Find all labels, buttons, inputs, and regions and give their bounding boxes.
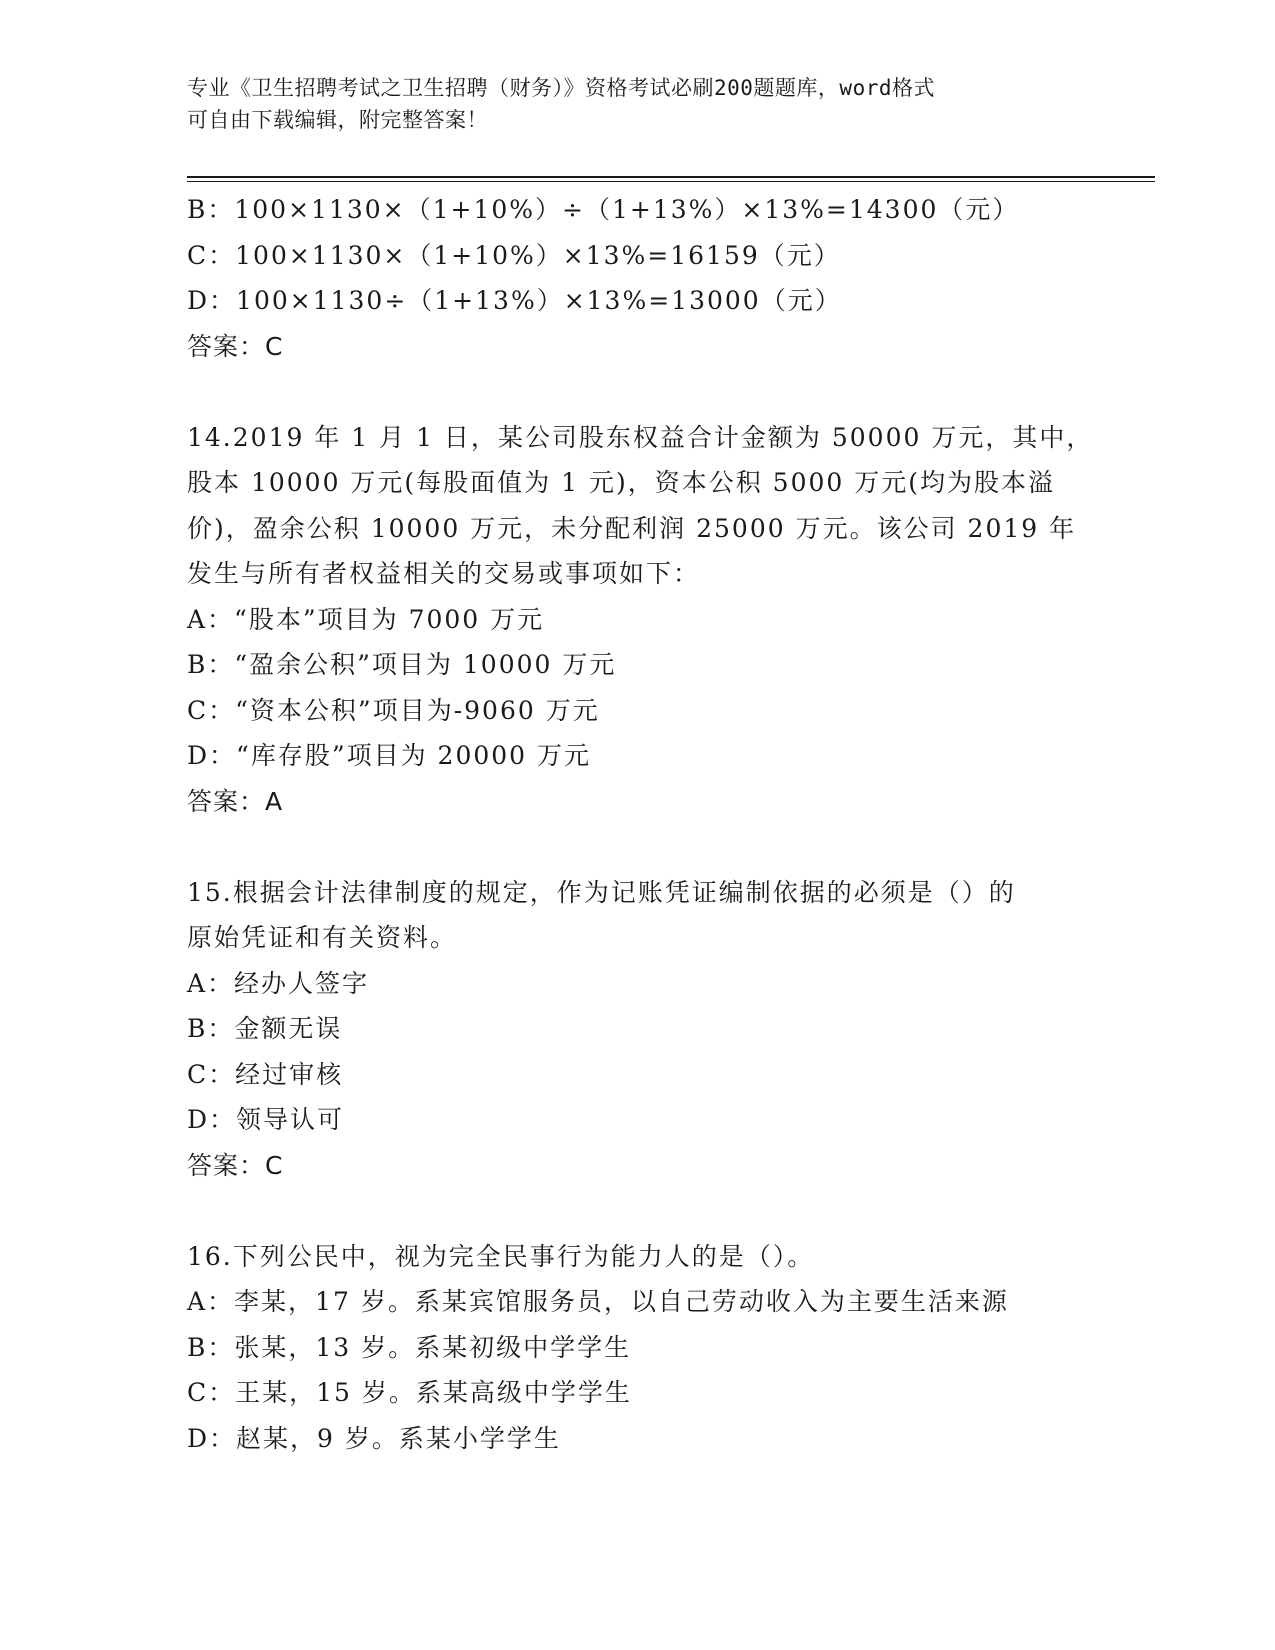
option-d: D：100×1130÷（1+13%）×13%=13000（元） xyxy=(187,286,842,315)
option-d: D：赵某，9 岁。系某小学学生 xyxy=(187,1423,561,1453)
header-rule-thin xyxy=(187,181,1155,182)
header-line-2: 可自由下载编辑，附完整答案！ xyxy=(187,108,488,132)
option-a: A：“股本”项目为 7000 万元 xyxy=(187,604,545,634)
option-d: D：领导认可 xyxy=(187,1105,345,1134)
answer-line: 答案：C xyxy=(187,1150,284,1180)
question-stem-line: 价)，盈余公积 10000 万元，未分配利润 25000 万元。该公司 2019 年 xyxy=(187,513,1077,543)
option-d: D：“库存股”项目为 20000 万元 xyxy=(187,741,592,770)
option-c: C：王某，15 岁。系某高级中学学生 xyxy=(187,1378,632,1407)
question-stem-line: 14.2019 年 1 月 1 日，某公司股东权益合计金额为 50000 万元，其中， xyxy=(187,422,1094,452)
option-b: B：“盈余公积”项目为 10000 万元 xyxy=(187,650,617,679)
question-16 xyxy=(187,1234,1087,1462)
option-b: B：金额无误 xyxy=(187,1014,343,1043)
answer-line: 答案：A xyxy=(187,786,284,816)
option-c: C：“资本公积”项目为-9060 万元 xyxy=(187,695,600,725)
question-stem-line: 股本 10000 万元(每股面值为 1 元)，资本公积 5000 万元(均为股本溢 xyxy=(187,468,1056,497)
option-a: A：经办人签字 xyxy=(187,968,370,998)
question-stem-line: 15.根据会计法律制度的规定，作为记账凭证编制依据的必须是（）的 xyxy=(187,877,1016,907)
question-stem-line: 原始凭证和有关资料。 xyxy=(187,923,458,952)
header-rule-thick xyxy=(187,176,1155,178)
spacer xyxy=(187,824,1087,870)
option-b: B：100×1130×（1+10%）÷（1+13%）×13%=14300（元） xyxy=(187,195,1020,224)
option-a: A：李某，17 岁。系某宾馆服务员，以自己劳动收入为主要生活来源 xyxy=(187,1287,1009,1316)
option-c: C：经过审核 xyxy=(187,1059,344,1089)
document-header xyxy=(187,72,1067,136)
question-stem-line: 16.下列公民中，视为完全民事行为能力人的是（）。 xyxy=(187,1241,815,1271)
answer-line: 答案：C xyxy=(187,331,284,361)
question-13-tail xyxy=(187,187,1087,369)
header-line-1: 专业《卫生招聘考试之卫生招聘（财务）》资格考试必刷200题题库，word格式 xyxy=(187,76,935,100)
question-15 xyxy=(187,870,1087,1189)
spacer xyxy=(187,369,1087,415)
document-body xyxy=(187,187,1094,1461)
option-b: B：张某，13 岁。系某初级中学学生 xyxy=(187,1332,632,1362)
option-c: C：100×1130×（1+10%）×13%=16159（元） xyxy=(187,240,841,270)
spacer xyxy=(187,1188,1087,1234)
question-stem-line: 发生与所有者权益相关的交易或事项如下： xyxy=(187,559,701,588)
question-14 xyxy=(187,415,1094,825)
